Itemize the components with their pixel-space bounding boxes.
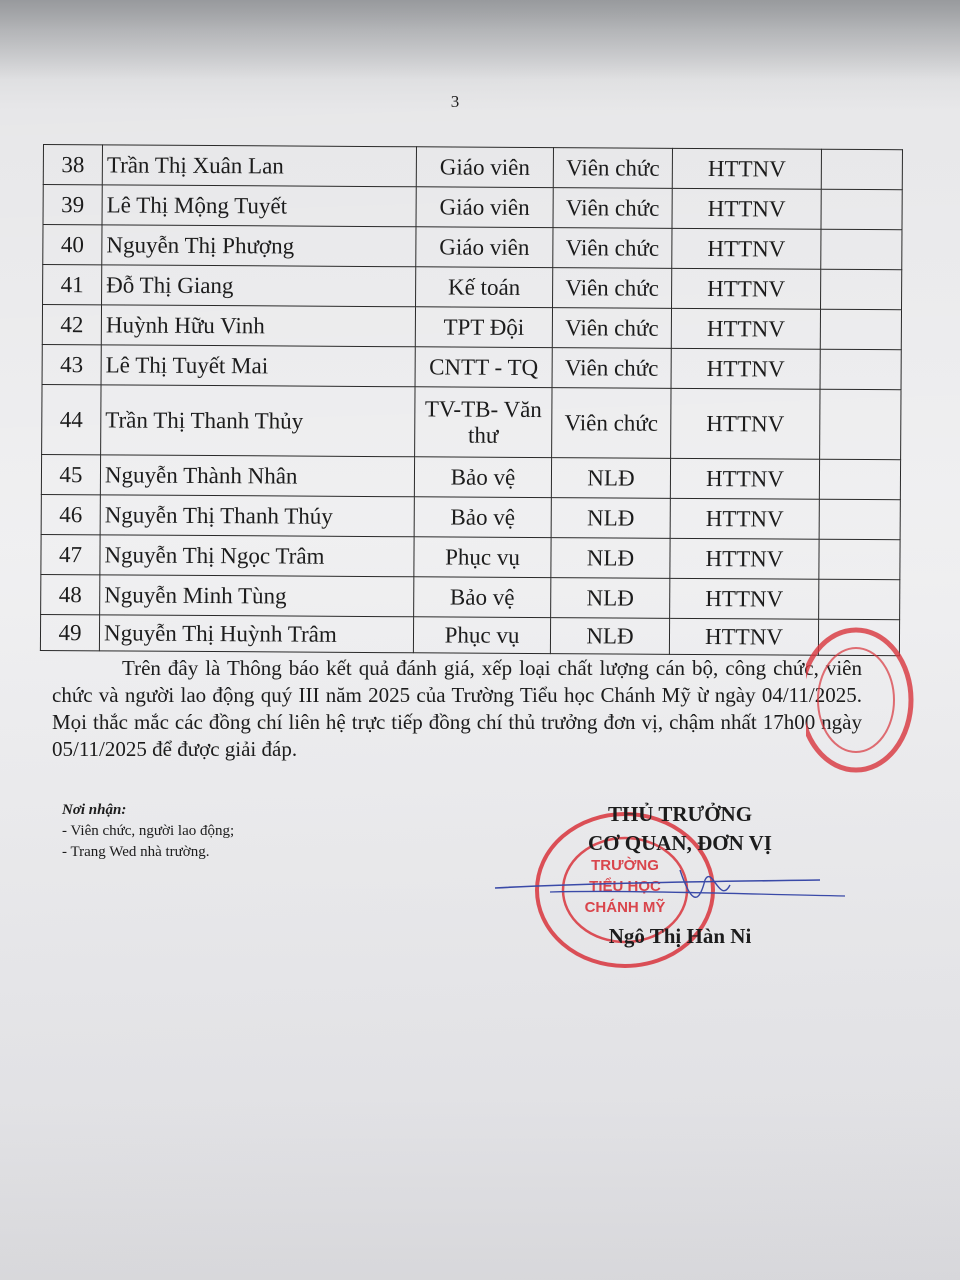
- seal-line-1: TRƯỜNG: [591, 857, 659, 874]
- staff-name: Nguyễn Thành Nhân: [100, 455, 414, 497]
- staff-type: NLĐ: [551, 578, 670, 619]
- row-number: 42: [42, 305, 101, 345]
- staff-role: Giáo viên: [416, 187, 553, 228]
- staff-evaluation-table: [40, 144, 903, 656]
- table-row: [43, 185, 902, 230]
- evaluation-result: HTTNV: [672, 148, 821, 189]
- row-number: 39: [43, 185, 102, 225]
- staff-name: Nguyễn Thị Ngọc Trâm: [100, 535, 414, 577]
- staff-role: Kế toán: [416, 267, 553, 308]
- partial-seal-stamp: [806, 620, 926, 780]
- evaluation-result: HTTNV: [670, 458, 819, 499]
- staff-name: Lê Thị Tuyết Mai: [101, 345, 415, 387]
- evaluation-result: HTTNV: [670, 498, 819, 539]
- evaluation-result: HTTNV: [670, 578, 819, 619]
- staff-name: Lê Thị Mộng Tuyết: [102, 185, 416, 227]
- staff-type: NLĐ: [551, 498, 670, 539]
- staff-role: CNTT - TQ: [415, 347, 552, 388]
- page-number: 3: [450, 92, 460, 111]
- table-row: [42, 344, 901, 389]
- staff-type: NLĐ: [550, 618, 669, 655]
- staff-type: Viên chức: [553, 188, 672, 229]
- handwritten-signature: [490, 860, 850, 920]
- signature-block: [520, 800, 840, 858]
- staff-type: Viên chức: [553, 268, 672, 309]
- note-cell: [820, 389, 901, 459]
- evaluation-result: HTTNV: [671, 308, 820, 349]
- staff-name: Huỳnh Hữu Vinh: [101, 305, 415, 347]
- recipient-item: - Trang Wed nhà trường.: [62, 844, 210, 860]
- evaluation-result: HTTNV: [670, 538, 819, 579]
- evaluation-result: HTTNV: [672, 268, 821, 309]
- table-row: [43, 145, 902, 190]
- table-row: [41, 454, 900, 499]
- notice-paragraph: [52, 655, 862, 763]
- seal-line-3: CHÁNH MỸ: [584, 899, 666, 916]
- signature-title-line-1: THỦ TRƯỞNG: [607, 802, 753, 826]
- staff-type: NLĐ: [551, 538, 670, 579]
- row-number: 46: [41, 494, 100, 534]
- note-cell: [820, 349, 901, 389]
- table-row: [43, 225, 902, 270]
- notice-text: Trên đây là Thông báo kết quả đánh giá, xếp loại chất lượng cán bộ, công chức, viên chức và người lao động quý III năm 2025 của Trường Tiểu học Chánh Mỹ ừ ngày 04/11/2025. Mọi thắc mắc các đồng chí liên hệ trực tiếp đồng chí thủ trưởng đơn vị, chậm nhất 17h00 ngày 05/11/2025 để được giải đáp.: [52, 656, 862, 761]
- staff-name: Nguyễn Thị Thanh Thúy: [100, 495, 414, 537]
- note-cell: [819, 499, 900, 539]
- staff-name: Trần Thị Thanh Thủy: [101, 385, 415, 457]
- note-cell: [820, 309, 901, 349]
- table-row: [43, 265, 902, 310]
- staff-role: Bảo vệ: [414, 497, 551, 538]
- page-shadow: [0, 0, 960, 80]
- staff-type: Viên chức: [553, 148, 672, 189]
- staff-type: Viên chức: [552, 348, 671, 389]
- table-row: [42, 305, 901, 350]
- staff-type: Viên chức: [552, 308, 671, 349]
- note-cell: [821, 269, 902, 309]
- staff-name: Đỗ Thị Giang: [102, 265, 416, 307]
- row-number: 38: [43, 145, 102, 185]
- staff-type: Viên chức: [553, 228, 672, 269]
- table-row: [40, 614, 899, 655]
- row-number: 44: [42, 384, 101, 454]
- staff-role: Phục vụ: [414, 537, 551, 578]
- row-number: 49: [40, 614, 99, 650]
- evaluation-result: HTTNV: [671, 348, 820, 389]
- staff-role: Giáo viên: [416, 227, 553, 268]
- signer-name: Ngô Thị Hàn Ni: [608, 924, 752, 948]
- staff-type: NLĐ: [551, 458, 670, 499]
- recipients-block: [62, 800, 234, 863]
- evaluation-result: HTTNV: [669, 618, 818, 655]
- staff-role: Bảo vệ: [414, 457, 551, 498]
- evaluation-result: HTTNV: [672, 228, 821, 269]
- evaluation-result: HTTNV: [671, 388, 820, 459]
- row-number: 47: [41, 534, 100, 574]
- note-cell: [819, 579, 900, 619]
- table-row: [42, 384, 901, 459]
- staff-name: Trần Thị Xuân Lan: [102, 145, 416, 187]
- staff-name: Nguyễn Thị Huỳnh Trâm: [99, 615, 413, 653]
- note-cell: [821, 189, 902, 229]
- table-row: [41, 494, 900, 539]
- seal-line-2: TIỂU HỌC: [589, 878, 661, 895]
- table-row: [41, 534, 900, 579]
- row-number: 45: [41, 454, 100, 494]
- staff-name: Nguyễn Minh Tùng: [100, 575, 414, 617]
- staff-role: Bảo vệ: [414, 577, 551, 618]
- staff-name: Nguyễn Thị Phượng: [102, 225, 416, 267]
- staff-role: TPT Đội: [415, 307, 552, 348]
- row-number: 43: [42, 344, 101, 384]
- recipients-title: Nơi nhận:: [62, 802, 127, 818]
- signature-title-line-2: CƠ QUAN, ĐƠN VỊ: [588, 831, 772, 855]
- evaluation-result: HTTNV: [672, 188, 821, 229]
- staff-type: Viên chức: [552, 388, 671, 459]
- note-cell: [819, 459, 900, 499]
- staff-role: TV-TB- Văn thư: [415, 387, 552, 458]
- note-cell: [821, 149, 902, 189]
- staff-role: Phục vụ: [413, 617, 550, 654]
- staff-role: Giáo viên: [416, 147, 553, 188]
- row-number: 40: [43, 225, 102, 265]
- row-number: 41: [43, 265, 102, 305]
- recipient-item: - Viên chức, người lao động;: [62, 823, 235, 839]
- row-number: 48: [41, 574, 100, 614]
- note-cell: [821, 229, 902, 269]
- table-row: [41, 574, 900, 619]
- note-cell: [819, 539, 900, 579]
